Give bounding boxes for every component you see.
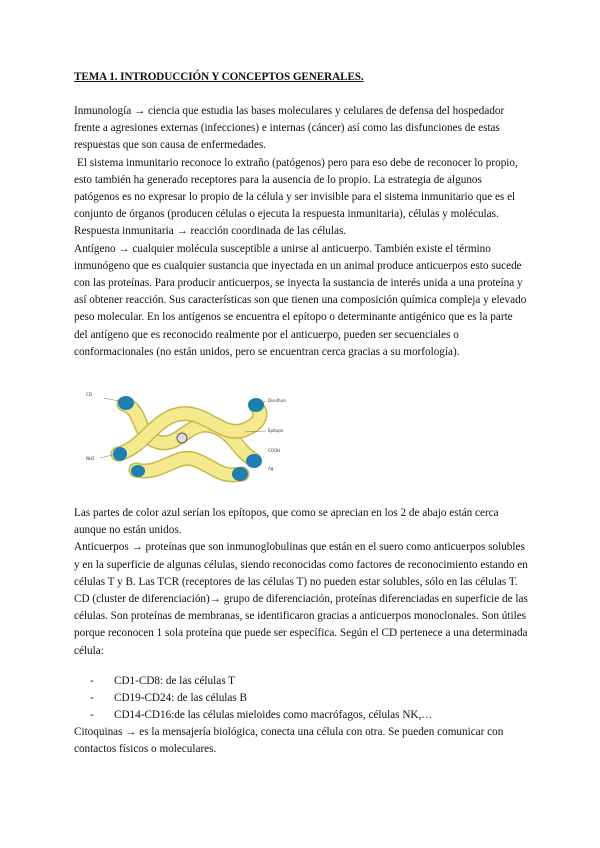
- paragraph-immunology: Inmunología → ciencia que estudia las bases moleculares y celulares de defensa del hospedador frente a agresiones externas (infecciones) e internas (cáncer) así como las disfunciones de estas respuestas que son causa de enfermedades.: [74, 105, 505, 152]
- cd-list: [90, 673, 530, 725]
- epitope-figure: [84, 390, 294, 488]
- page-title: TEMA 1. INTRODUCCIÓN Y CONCEPTOS GENERALES.: [74, 71, 364, 83]
- figure-label-nh2: NH2: [86, 456, 95, 461]
- protein-chain: [118, 404, 260, 475]
- paragraph-immune-system: El sistema inmunitario reconoce lo extraño (patógenos) pero para eso debe de reconocer lo propio, esto también ha generado receptores para la ausencia de lo propio. La estrategia de algunos patógenos es no expresar lo propio de la célula y ser invisible para el sistema inmunitario que es el conjunto de órganos (producen células o ejecuta la respuesta inmunitaria), células y moléculas.: [74, 156, 518, 221]
- cytokines-section: [74, 724, 528, 758]
- paragraph-antigen: Antígeno → cualquier molécula susceptible a unirse al anticuerpo. También existe el término inmunógeno que es cualquier sustancia que inyectada en un animal produce anticuerpos esto sucede con las proteínas. Para producir anticuerpos, se inyecta la sustancia de interés unida a una proteína y así obtener reacción. Sus características son que tienen una composición química compleja y elevado peso molecular. En los antígenos se encuentra el epítopo o determinante antigénico que es la parte del antígeno que es reconocido realmente por el anticuerpo, pueden ser secuenciales o conformacionales (no están unidos, pero se encuentran cerca gracias a su morfología).: [74, 242, 527, 358]
- list-item: [90, 673, 530, 690]
- paragraph-immune-response: Respuesta inmunitaria → reacción coordinada de las células.: [74, 225, 347, 238]
- list-item: [90, 690, 530, 707]
- list-item: [90, 707, 530, 724]
- paragraph-cytokines: Citoquinas → es la mensajería biológica, conecta una célula con otra. Se pueden comunicar con contactos físicos o moleculares.: [74, 726, 504, 756]
- list-item-text: CD14-CD16:de las células mieloides como macrófagos, células NK,…: [114, 709, 433, 722]
- list-bullet: -: [90, 692, 94, 705]
- figure-label-disulfuro: Disulfuro: [268, 398, 286, 403]
- list-item-text: CD1-CD8: de las células T: [114, 675, 235, 687]
- figure-label-epitopo: Epítopo: [268, 428, 284, 433]
- intro-section: [74, 103, 528, 361]
- figure-label-cooh: COOH: [268, 448, 281, 453]
- figure-label-cd: CD: [86, 392, 92, 397]
- figure-label-ag: Ag: [268, 466, 274, 471]
- list-bullet: -: [90, 709, 94, 722]
- list-item-text: CD19-CD24: de las células B: [114, 692, 247, 705]
- list-bullet: -: [90, 675, 94, 687]
- paragraph-antibodies: Anticuerpos → proteínas que son inmunoglobulinas que están en el suero como anticuerpos solubles y en la superficie de algunas células, siendo reconocidas como factores de reconocimiento estando en células T y B. Las TCR (receptores de las células T) no pueden estar solubles, sólo en las células T.: [74, 541, 528, 588]
- paragraph-cd: CD (cluster de diferenciación)→ grupo de diferenciación, proteínas diferenciadas en superficie de las células. Son proteínas de membranas, se identificaron gracias a anticuerpos monoclonales. Son útiles porque reconocen 1 sola proteína que puede ser específica. Según el CD pertenece a una determinada célula:: [74, 593, 528, 657]
- body-section: [74, 505, 528, 660]
- paragraph-epitope-note: Las partes de color azul serían los epítopos, que como se aprecian en los 2 de abajo están cerca aunque no están unidos.: [74, 507, 499, 537]
